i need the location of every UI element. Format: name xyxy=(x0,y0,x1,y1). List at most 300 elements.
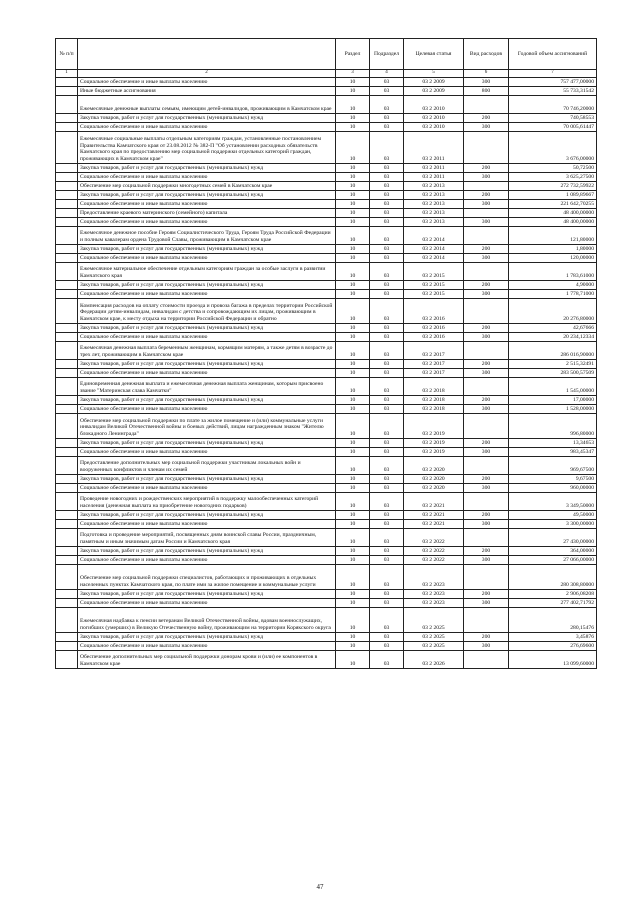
table-row xyxy=(56,650,597,668)
row-expense-type-cell xyxy=(464,262,509,280)
row-subsection-cell: 03 xyxy=(370,598,404,607)
row-section-cell: 10 xyxy=(336,77,370,86)
row-subsection-cell: 03 xyxy=(370,377,404,395)
row-amount-cell: 960,00000 xyxy=(509,483,597,492)
row-subsection-cell: 03 xyxy=(370,122,404,131)
row-subsection-cell: 03 xyxy=(370,546,404,555)
row-section-cell: 10 xyxy=(336,564,370,589)
row-subsection-cell: 03 xyxy=(370,113,404,122)
row-subsection-cell: 03 xyxy=(370,262,404,280)
row-subsection-cell: 03 xyxy=(370,438,404,447)
row-target-cell: 03 2 2009 xyxy=(404,77,464,86)
row-num-cell xyxy=(56,474,78,483)
row-amount-cell: 221 642,70255 xyxy=(509,199,597,208)
row-subsection-cell: 03 xyxy=(370,217,404,226)
row-section-cell: 10 xyxy=(336,598,370,607)
row-amount-cell: 50,72500 xyxy=(509,163,597,172)
row-expense-type-cell: 200 xyxy=(464,632,509,641)
row-section-cell: 10 xyxy=(336,546,370,555)
row-target-cell: 03 2 2022 xyxy=(404,528,464,546)
row-amount-cell: 280 308,80000 xyxy=(509,564,597,589)
row-subsection-cell: 03 xyxy=(370,244,404,253)
row-expense-type-cell xyxy=(464,298,509,323)
row-name-cell: Подготовка и проведение мероприятий, посвященных дням воинской славы России, праздничным, памятным и иным значимым датам России и Камчатского края xyxy=(78,528,336,546)
row-section-cell: 10 xyxy=(336,447,370,456)
row-num-cell xyxy=(56,650,78,668)
table-row xyxy=(56,483,597,492)
row-section-cell: 10 xyxy=(336,359,370,368)
row-subsection-cell: 03 xyxy=(370,483,404,492)
row-num-cell xyxy=(56,323,78,332)
table-row xyxy=(56,199,597,208)
row-expense-type-cell xyxy=(464,341,509,359)
row-target-cell: 03 2 2019 xyxy=(404,447,464,456)
row-target-cell: 03 2 2011 xyxy=(404,131,464,163)
table-row xyxy=(56,528,597,546)
row-amount-cell: 70 005,61447 xyxy=(509,122,597,131)
row-target-cell: 03 2 2018 xyxy=(404,395,464,404)
row-subsection-cell: 03 xyxy=(370,332,404,341)
row-amount-cell: 27 430,00000 xyxy=(509,528,597,546)
row-expense-type-cell: 300 xyxy=(464,447,509,456)
row-amount-cell: 49,50000 xyxy=(509,510,597,519)
row-expense-type-cell: 300 xyxy=(464,217,509,226)
row-name-cell: Социальное обеспечение и иные выплаты населению xyxy=(78,172,336,181)
row-subsection-cell: 03 xyxy=(370,564,404,589)
row-amount-cell: 20 234,12334 xyxy=(509,332,597,341)
row-num-cell xyxy=(56,359,78,368)
row-expense-type-cell xyxy=(464,564,509,589)
row-target-cell: 03 2 2013 xyxy=(404,199,464,208)
row-subsection-cell: 03 xyxy=(370,510,404,519)
row-subsection-cell: 03 xyxy=(370,519,404,528)
row-subsection-cell: 03 xyxy=(370,323,404,332)
row-target-cell: 03 2 2010 xyxy=(404,122,464,131)
row-amount-cell: 276,69600 xyxy=(509,641,597,650)
row-expense-type-cell: 200 xyxy=(464,510,509,519)
table-row xyxy=(56,413,597,438)
row-name-cell: Социальное обеспечение и иные выплаты населению xyxy=(78,598,336,607)
row-name-cell: Предоставление краевого материнского (семейного) капитала xyxy=(78,208,336,217)
row-name-cell: Социальное обеспечение и иные выплаты населению xyxy=(78,199,336,208)
table-row xyxy=(56,226,597,244)
row-amount-cell: 286 016,90000 xyxy=(509,341,597,359)
row-expense-type-cell xyxy=(464,528,509,546)
row-section-cell: 10 xyxy=(336,217,370,226)
row-num-cell xyxy=(56,438,78,447)
header-amount: Годовой объем ассигнований xyxy=(509,39,597,70)
row-name-cell: Ежемесячные социальные выплаты отдельным категориям граждан, установленные постановлением Правительства Камчатского края от 23.08.2012 № 382-П "Об установлении расходных обязательств Камчатского края по предоставлению мер социальной поддержки отдельных категорий граждан, проживающих в Камчатском крае" xyxy=(78,131,336,163)
row-expense-type-cell: 300 xyxy=(464,368,509,377)
table-row xyxy=(56,474,597,483)
row-section-cell: 10 xyxy=(336,341,370,359)
row-target-cell: 03 2 2014 xyxy=(404,244,464,253)
row-num-cell xyxy=(56,131,78,163)
row-num-cell xyxy=(56,395,78,404)
row-subsection-cell: 03 xyxy=(370,298,404,323)
row-num-cell xyxy=(56,172,78,181)
row-name-cell: Закупка товаров, работ и услуг для государственных (муниципальных) нужд xyxy=(78,190,336,199)
row-name-cell: Закупка товаров, работ и услуг для государственных (муниципальных) нужд xyxy=(78,546,336,555)
row-section-cell: 10 xyxy=(336,510,370,519)
row-amount-cell: 48 400,00000 xyxy=(509,208,597,217)
row-section-cell: 10 xyxy=(336,483,370,492)
row-target-cell: 03 2 2015 xyxy=(404,280,464,289)
row-subsection-cell: 03 xyxy=(370,208,404,217)
table-row xyxy=(56,564,597,589)
row-section-cell: 10 xyxy=(336,650,370,668)
row-target-cell: 03 2 2020 xyxy=(404,474,464,483)
row-name-cell: Обеспечение мер социальной поддержки по плате за жилое помещение и (или) коммунальные услуги инвалидам Великой Отечественной войны и боевых действий, лицам награжденным знаком "Жителю блокадного Ленинграда" xyxy=(78,413,336,438)
row-name-cell: Закупка товаров, работ и услуг для государственных (муниципальных) нужд xyxy=(78,589,336,598)
row-target-cell: 03 2 2013 xyxy=(404,208,464,217)
row-name-cell: Закупка товаров, работ и услуг для государственных (муниципальных) нужд xyxy=(78,438,336,447)
row-section-cell: 10 xyxy=(336,456,370,474)
row-amount-cell: 1,80000 xyxy=(509,244,597,253)
row-expense-type-cell xyxy=(464,95,509,113)
table-row xyxy=(56,77,597,86)
row-num-cell xyxy=(56,404,78,413)
row-section-cell: 10 xyxy=(336,131,370,163)
row-name-cell: Компенсация расходов на оплату стоимости проезда и провоза багажа в пределах территории Российской Федерации детям-инвалидам, инвалидам с детства и сопровождающим их лицам, проживающим в Камчатском крае, к месту отдыха на территории Российской Федерации и обратно xyxy=(78,298,336,323)
row-subsection-cell: 03 xyxy=(370,181,404,190)
row-num-cell xyxy=(56,589,78,598)
row-expense-type-cell: 300 xyxy=(464,555,509,564)
row-amount-cell: 272 732,59922 xyxy=(509,181,597,190)
row-name-cell: Социальное обеспечение и иные выплаты населению xyxy=(78,368,336,377)
row-amount-cell: 48 400,00000 xyxy=(509,217,597,226)
column-number: 2 xyxy=(78,70,336,78)
row-subsection-cell: 03 xyxy=(370,650,404,668)
row-name-cell: Иные бюджетные ассигнования xyxy=(78,86,336,95)
row-subsection-cell: 03 xyxy=(370,607,404,632)
row-expense-type-cell xyxy=(464,131,509,163)
row-expense-type-cell: 300 xyxy=(464,404,509,413)
table-row xyxy=(56,404,597,413)
row-target-cell: 03 2 2009 xyxy=(404,86,464,95)
row-subsection-cell: 03 xyxy=(370,77,404,86)
row-num-cell xyxy=(56,510,78,519)
row-num-cell xyxy=(56,181,78,190)
row-target-cell: 03 2 2015 xyxy=(404,262,464,280)
row-subsection-cell: 03 xyxy=(370,474,404,483)
row-amount-cell: 283 500,57509 xyxy=(509,368,597,377)
row-num-cell xyxy=(56,113,78,122)
row-num-cell xyxy=(56,519,78,528)
row-expense-type-cell: 300 xyxy=(464,199,509,208)
table-row xyxy=(56,131,597,163)
row-amount-cell: 120,00000 xyxy=(509,253,597,262)
row-num-cell xyxy=(56,377,78,395)
budget-table xyxy=(55,38,597,669)
row-num-cell xyxy=(56,598,78,607)
table-row xyxy=(56,262,597,280)
row-name-cell: Обеспечение мер социальной поддержки многодетных семей в Камчатском крае xyxy=(78,181,336,190)
row-target-cell: 03 2 2019 xyxy=(404,413,464,438)
row-section-cell: 10 xyxy=(336,289,370,298)
row-num-cell xyxy=(56,190,78,199)
row-subsection-cell: 03 xyxy=(370,131,404,163)
row-section-cell: 10 xyxy=(336,199,370,208)
row-name-cell: Обеспечение дополнительных мер социальной поддержки донорам крови и (или) ее компонентов в Камчатском крае xyxy=(78,650,336,668)
row-expense-type-cell: 200 xyxy=(464,163,509,172)
row-amount-cell: 121,80000 xyxy=(509,226,597,244)
row-section-cell: 10 xyxy=(336,190,370,199)
row-num-cell xyxy=(56,244,78,253)
row-num-cell xyxy=(56,122,78,131)
row-amount-cell: 27 066,00000 xyxy=(509,555,597,564)
row-amount-cell: 13,34653 xyxy=(509,438,597,447)
row-num-cell xyxy=(56,262,78,280)
header-subsection: Подраздел xyxy=(370,39,404,70)
row-target-cell: 03 2 2025 xyxy=(404,641,464,650)
row-expense-type-cell xyxy=(464,607,509,632)
table-row xyxy=(56,244,597,253)
table-body xyxy=(56,77,597,668)
row-expense-type-cell: 800 xyxy=(464,86,509,95)
table-row xyxy=(56,86,597,95)
row-name-cell: Закупка товаров, работ и услуг для государственных (муниципальных) нужд xyxy=(78,244,336,253)
table-row xyxy=(56,368,597,377)
row-amount-cell: 996,80000 xyxy=(509,413,597,438)
row-section-cell: 10 xyxy=(336,474,370,483)
row-name-cell: Социальное обеспечение и иные выплаты населению xyxy=(78,77,336,86)
row-subsection-cell: 03 xyxy=(370,86,404,95)
row-expense-type-cell: 200 xyxy=(464,190,509,199)
row-target-cell: 03 2 2016 xyxy=(404,332,464,341)
row-subsection-cell: 03 xyxy=(370,589,404,598)
row-amount-cell: 4,90000 xyxy=(509,280,597,289)
row-subsection-cell: 03 xyxy=(370,359,404,368)
table-row xyxy=(56,395,597,404)
row-section-cell: 10 xyxy=(336,528,370,546)
table-row xyxy=(56,298,597,323)
row-num-cell xyxy=(56,199,78,208)
row-expense-type-cell: 300 xyxy=(464,483,509,492)
column-number: 5 xyxy=(404,70,464,78)
row-name-cell: Проведение новогодних и рождественских мероприятий в поддержку малообеспеченных категорий населения (денежная выплата на приобретение новогодних подарков) xyxy=(78,492,336,510)
table-row xyxy=(56,95,597,113)
row-expense-type-cell: 300 xyxy=(464,641,509,650)
row-num-cell xyxy=(56,86,78,95)
row-num-cell xyxy=(56,289,78,298)
row-num-cell xyxy=(56,226,78,244)
row-target-cell: 03 2 2020 xyxy=(404,483,464,492)
row-section-cell: 10 xyxy=(336,404,370,413)
row-subsection-cell: 03 xyxy=(370,368,404,377)
row-name-cell: Социальное обеспечение и иные выплаты населению xyxy=(78,447,336,456)
row-amount-cell: 55 733,31542 xyxy=(509,86,597,95)
row-name-cell: Ежемесячное материальное обеспечение отдельным категориям граждан за особые заслуги в развитии Камчатского края xyxy=(78,262,336,280)
row-target-cell: 03 2 2019 xyxy=(404,438,464,447)
header-section: Раздел xyxy=(336,39,370,70)
row-section-cell: 10 xyxy=(336,641,370,650)
row-target-cell: 03 2 2013 xyxy=(404,217,464,226)
table-row xyxy=(56,492,597,510)
row-name-cell: Социальное обеспечение и иные выплаты населению xyxy=(78,217,336,226)
row-target-cell: 03 2 2014 xyxy=(404,253,464,262)
row-amount-cell: 70 746,20000 xyxy=(509,95,597,113)
row-amount-cell: 20 276,80000 xyxy=(509,298,597,323)
row-num-cell xyxy=(56,217,78,226)
row-amount-cell: 2 906,08208 xyxy=(509,589,597,598)
row-expense-type-cell: 200 xyxy=(464,244,509,253)
table-row xyxy=(56,555,597,564)
row-expense-type-cell xyxy=(464,226,509,244)
row-target-cell: 03 2 2016 xyxy=(404,323,464,332)
row-name-cell: Закупка товаров, работ и услуг для государственных (муниципальных) нужд xyxy=(78,280,336,289)
budget-table-page xyxy=(55,38,596,669)
row-expense-type-cell: 200 xyxy=(464,113,509,122)
table-row xyxy=(56,332,597,341)
row-expense-type-cell xyxy=(464,650,509,668)
row-section-cell: 10 xyxy=(336,226,370,244)
row-subsection-cell: 03 xyxy=(370,528,404,546)
row-name-cell: Социальное обеспечение и иные выплаты населению xyxy=(78,404,336,413)
row-amount-cell: 13 099,60000 xyxy=(509,650,597,668)
row-num-cell xyxy=(56,95,78,113)
row-amount-cell: 3 349,50000 xyxy=(509,492,597,510)
row-section-cell: 10 xyxy=(336,95,370,113)
row-name-cell: Закупка товаров, работ и услуг для государственных (муниципальных) нужд xyxy=(78,113,336,122)
row-amount-cell: 2 515,32491 xyxy=(509,359,597,368)
row-section-cell: 10 xyxy=(336,492,370,510)
table-row xyxy=(56,359,597,368)
table-row xyxy=(56,607,597,632)
row-section-cell: 10 xyxy=(336,632,370,641)
row-num-cell xyxy=(56,632,78,641)
row-name-cell: Ежемесячное денежное пособие Героям Социалистического Труда, Героям Труда Российской Федерации и полным кавалерам ордена Трудовой Славы, проживающим в Камчатском крае xyxy=(78,226,336,244)
row-num-cell xyxy=(56,528,78,546)
column-number: 6 xyxy=(464,70,509,78)
column-number: 7 xyxy=(509,70,597,78)
row-name-cell: Социальное обеспечение и иные выплаты населению xyxy=(78,519,336,528)
row-section-cell: 10 xyxy=(336,377,370,395)
header-expense-type: Вид расходов xyxy=(464,39,509,70)
row-subsection-cell: 03 xyxy=(370,447,404,456)
table-row xyxy=(56,289,597,298)
row-target-cell: 03 2 2023 xyxy=(404,589,464,598)
row-name-cell: Закупка товаров, работ и услуг для государственных (муниципальных) нужд xyxy=(78,323,336,332)
row-section-cell: 10 xyxy=(336,163,370,172)
row-expense-type-cell: 300 xyxy=(464,253,509,262)
row-name-cell: Закупка товаров, работ и услуг для государственных (муниципальных) нужд xyxy=(78,632,336,641)
row-target-cell: 03 2 2016 xyxy=(404,298,464,323)
row-name-cell: Ежемесячная денежная выплата беременным женщинам, кормящим матерям, а также детям в возрасте до трех лет, проживающим в Камчатском крае xyxy=(78,341,336,359)
row-target-cell: 03 2 2013 xyxy=(404,190,464,199)
row-section-cell: 10 xyxy=(336,395,370,404)
row-name-cell: Социальное обеспечение и иные выплаты населению xyxy=(78,332,336,341)
row-section-cell: 10 xyxy=(336,181,370,190)
row-expense-type-cell: 300 xyxy=(464,172,509,181)
row-section-cell: 10 xyxy=(336,519,370,528)
header-num: № п/п xyxy=(56,39,78,70)
row-section-cell: 10 xyxy=(336,122,370,131)
table-row xyxy=(56,438,597,447)
row-expense-type-cell xyxy=(464,208,509,217)
row-expense-type-cell: 200 xyxy=(464,474,509,483)
row-name-cell: Закупка товаров, работ и услуг для государственных (муниципальных) нужд xyxy=(78,510,336,519)
row-subsection-cell: 03 xyxy=(370,492,404,510)
row-num-cell xyxy=(56,492,78,510)
row-amount-cell: 3 625,27500 xyxy=(509,172,597,181)
row-expense-type-cell: 300 xyxy=(464,77,509,86)
row-section-cell: 10 xyxy=(336,368,370,377)
row-amount-cell: 42,67666 xyxy=(509,323,597,332)
row-name-cell: Социальное обеспечение и иные выплаты населению xyxy=(78,641,336,650)
header-target: Целевая статья xyxy=(404,39,464,70)
table-row xyxy=(56,190,597,199)
row-section-cell: 10 xyxy=(336,172,370,181)
row-target-cell: 03 2 2021 xyxy=(404,519,464,528)
row-target-cell: 03 2 2017 xyxy=(404,368,464,377)
row-expense-type-cell: 200 xyxy=(464,359,509,368)
row-name-cell: Предоставление дополнительных мер социальной поддержки участникам локальных войн и вооруженных конфликтов и членам их семей xyxy=(78,456,336,474)
row-name-cell: Закупка товаров, работ и услуг для государственных (муниципальных) нужд xyxy=(78,474,336,483)
table-row xyxy=(56,122,597,131)
header-name xyxy=(78,39,336,70)
row-expense-type-cell: 300 xyxy=(464,519,509,528)
row-num-cell xyxy=(56,163,78,172)
row-num-cell xyxy=(56,253,78,262)
row-expense-type-cell xyxy=(464,456,509,474)
row-num-cell xyxy=(56,280,78,289)
page-number: 47 xyxy=(316,883,324,891)
row-subsection-cell: 03 xyxy=(370,226,404,244)
row-target-cell: 03 2 2026 xyxy=(404,650,464,668)
row-amount-cell: 3,45876 xyxy=(509,632,597,641)
row-target-cell: 03 2 2018 xyxy=(404,377,464,395)
table-row xyxy=(56,163,597,172)
row-section-cell: 10 xyxy=(336,332,370,341)
row-amount-cell: 969,67500 xyxy=(509,456,597,474)
table-row xyxy=(56,589,597,598)
table-row xyxy=(56,546,597,555)
row-section-cell: 10 xyxy=(336,253,370,262)
row-amount-cell: 3 676,00000 xyxy=(509,131,597,163)
row-num-cell xyxy=(56,368,78,377)
table-header-row xyxy=(56,39,597,70)
row-target-cell: 03 2 2011 xyxy=(404,172,464,181)
row-subsection-cell: 03 xyxy=(370,190,404,199)
row-name-cell: Закупка товаров, работ и услуг для государственных (муниципальных) нужд xyxy=(78,163,336,172)
row-name-cell: Ежемесячная надбавка к пенсии ветеранам Великой Отечественной войны, вдовам военнослужащих, погибших (умерших) в Великую Отечественную войну, проживающим на территории Корякского округа xyxy=(78,607,336,632)
row-name-cell: Ежемесячные денежные выплаты семьям, имеющим детей-инвалидов, проживающим в Камчатском крае xyxy=(78,95,336,113)
row-amount-cell: 1 089,89667 xyxy=(509,190,597,199)
row-section-cell: 10 xyxy=(336,589,370,598)
row-target-cell: 03 2 2017 xyxy=(404,341,464,359)
row-subsection-cell: 03 xyxy=(370,341,404,359)
table-row xyxy=(56,632,597,641)
row-subsection-cell: 03 xyxy=(370,280,404,289)
row-name-cell: Социальное обеспечение и иные выплаты населению xyxy=(78,289,336,298)
row-num-cell xyxy=(56,332,78,341)
row-target-cell: 03 2 2025 xyxy=(404,632,464,641)
column-number-row xyxy=(56,70,597,78)
row-amount-cell: 280,15476 xyxy=(509,607,597,632)
row-name-cell: Социальное обеспечение и иные выплаты населению xyxy=(78,122,336,131)
table-row xyxy=(56,377,597,395)
row-target-cell: 03 2 2015 xyxy=(404,289,464,298)
table-row xyxy=(56,208,597,217)
row-subsection-cell: 03 xyxy=(370,95,404,113)
table-row xyxy=(56,172,597,181)
row-expense-type-cell xyxy=(464,377,509,395)
row-section-cell: 10 xyxy=(336,244,370,253)
row-target-cell: 03 2 2010 xyxy=(404,113,464,122)
table-row xyxy=(56,456,597,474)
row-amount-cell: 757 477,00000 xyxy=(509,77,597,86)
